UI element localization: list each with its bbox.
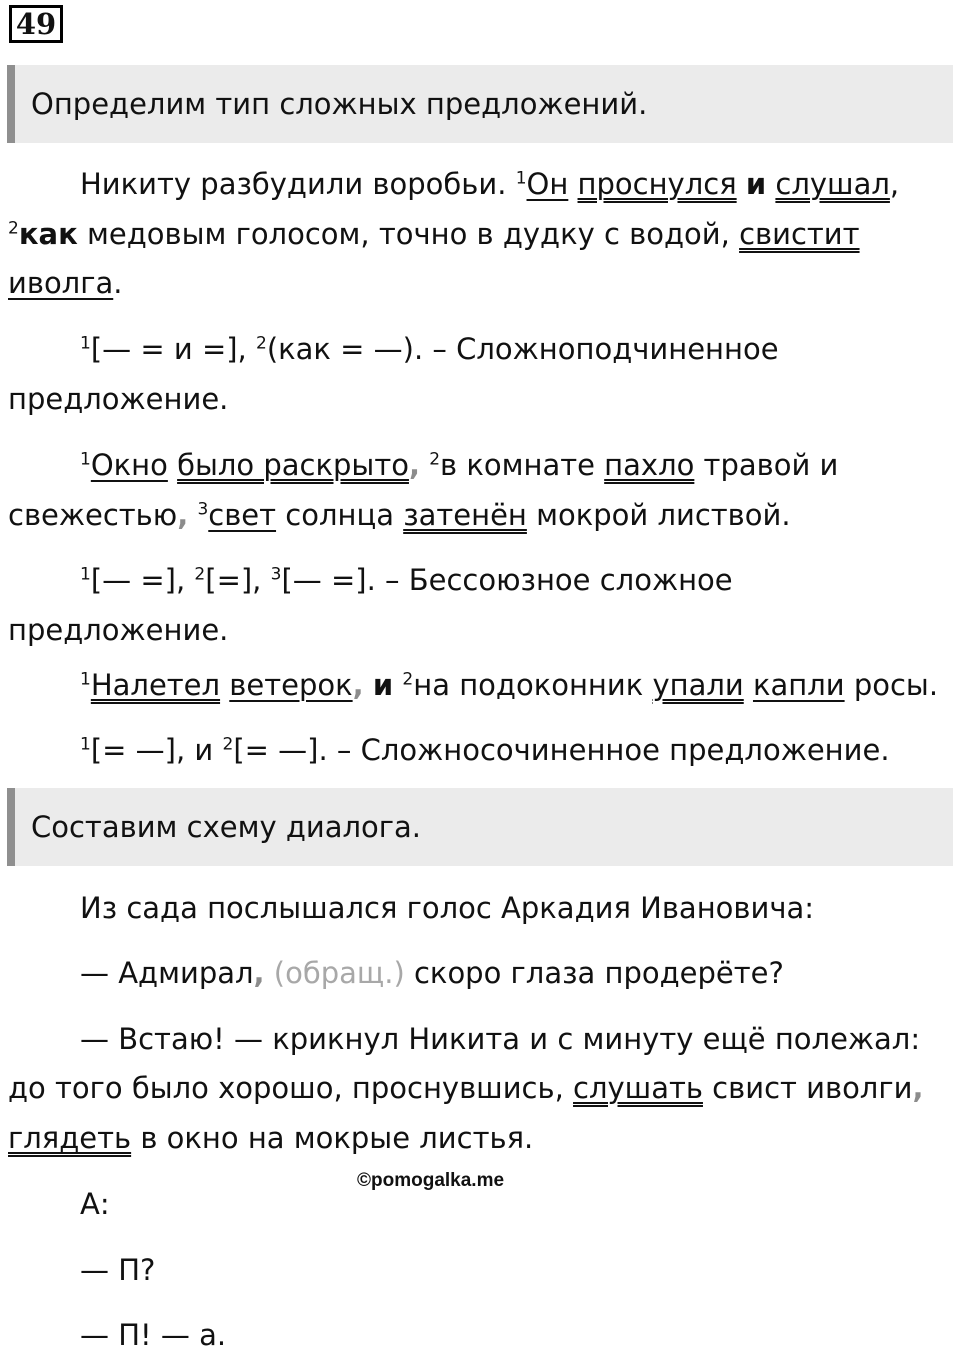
predicate: слушал [775, 167, 890, 201]
predicate: пахло [604, 448, 695, 482]
subject: Окно [90, 448, 168, 482]
text: травой и [694, 448, 839, 482]
clause-number: 2 [256, 333, 267, 354]
punct: , [177, 498, 189, 532]
section-heading-1-text: Определим тип сложных предложений. [31, 87, 648, 121]
clause-number: 1 [80, 734, 91, 755]
clause-number: 1 [80, 333, 91, 354]
task-number: 49 [9, 5, 63, 43]
text: свежестью [8, 498, 178, 532]
conjunction: как [18, 217, 78, 251]
watermark: ©pomogalka.me [357, 1170, 505, 1191]
scheme-2-line-1 [8, 556, 953, 605]
clause-number: 2 [222, 734, 234, 755]
sentence-1-line-3 [8, 259, 953, 308]
scheme-1-line-2: предложение. [8, 382, 229, 416]
dialog-line-5 [8, 1114, 953, 1163]
subject: Он [526, 167, 569, 201]
clause-number: 1 [80, 449, 91, 470]
sentence-2-line-2 [8, 491, 953, 540]
predicate: глядеть [8, 1121, 132, 1155]
predicate: затенён [403, 498, 527, 532]
space [737, 167, 746, 201]
annotation: (обращ.) [273, 956, 405, 990]
predicate: упали [652, 668, 744, 702]
clause-number: 1 [80, 669, 91, 690]
text: медовым голосом, точно в дудку с водой, [77, 217, 740, 251]
text: свист иволги [702, 1071, 913, 1105]
sentence-3-line-1 [8, 661, 953, 710]
clause-number: 2 [402, 669, 414, 690]
space [168, 448, 177, 482]
conjunction: и [745, 167, 767, 201]
space [364, 668, 373, 702]
sentence-1-line-2 [8, 210, 953, 259]
text: — Адмирал [80, 956, 254, 990]
dialog-line-4 [8, 1064, 953, 1113]
scheme-1-line-1 [8, 325, 953, 374]
text: (как = —). – Сложноподчиненное [266, 332, 779, 366]
sentence-1-line-1 [8, 160, 953, 209]
clause-number: 1 [80, 564, 91, 585]
conjunction: и [372, 668, 394, 702]
section-heading-2-text: Составим схему диалога. [31, 810, 422, 844]
space [744, 668, 753, 702]
clause-number: 1 [515, 168, 527, 189]
space [420, 448, 429, 482]
scheme-2-line-2: предложение. [8, 613, 229, 647]
subject: ветерок [229, 668, 353, 702]
sentence-2-line-1 [8, 441, 953, 490]
punct: , [352, 668, 364, 702]
clause-number: 3 [270, 564, 282, 585]
clause-number: 3 [197, 499, 209, 520]
clause-number: 2 [8, 218, 19, 239]
text: [— = и =], [90, 332, 256, 366]
predicate: было раскрыто [177, 448, 409, 482]
punct: , [912, 1071, 924, 1105]
text: Никиту разбудили воробьи. [80, 167, 516, 201]
text: солнца [276, 498, 404, 532]
dialog-line-3: — Встаю! — крикнул Никита и с минуту ещё полежал: [80, 1022, 921, 1056]
punct: , [889, 167, 900, 201]
scheme-line-1: А: [80, 1187, 110, 1221]
space [568, 167, 577, 201]
scheme-line-3: — П! — а. [80, 1318, 227, 1352]
text: [= —], и [90, 733, 223, 767]
text: в комнате [440, 448, 605, 482]
section-heading-1 [7, 65, 953, 143]
text: скоро глаза продерёте? [404, 956, 784, 990]
scheme-line-2: — П? [80, 1253, 156, 1287]
punct: , [253, 956, 265, 990]
text: мокрой листвой. [526, 498, 791, 532]
clause-number: 2 [429, 449, 441, 470]
predicate: свистит [739, 217, 860, 251]
text: [— =], [90, 563, 195, 597]
subject: свет [208, 498, 277, 532]
predicate: слушать [573, 1071, 703, 1105]
punct: , [408, 448, 420, 482]
subject: капли [752, 668, 845, 702]
text: [— =]. – Бессоюзное сложное [281, 563, 733, 597]
text: росы. [844, 668, 939, 702]
predicate: проснулся [577, 167, 737, 201]
text: в окно на мокрые листья. [131, 1121, 534, 1155]
dialog-line-1: Из сада послышался голос Аркадия Ивановича: [80, 891, 815, 925]
dialog-line-2 [8, 949, 953, 998]
clause-number: 2 [194, 564, 206, 585]
scheme-3-line-1 [8, 726, 953, 775]
space [220, 668, 229, 702]
section-heading-2 [7, 788, 953, 866]
text: до того было хорошо, проснувшись, [8, 1071, 574, 1105]
subject: иволга [8, 266, 114, 300]
text: на подоконник [413, 668, 653, 702]
text: [= —]. – Сложносочиненное предложение. [233, 733, 890, 767]
punct: . [113, 266, 123, 300]
space [265, 956, 274, 990]
predicate: Налетел [90, 668, 221, 702]
text: [=], [205, 563, 271, 597]
